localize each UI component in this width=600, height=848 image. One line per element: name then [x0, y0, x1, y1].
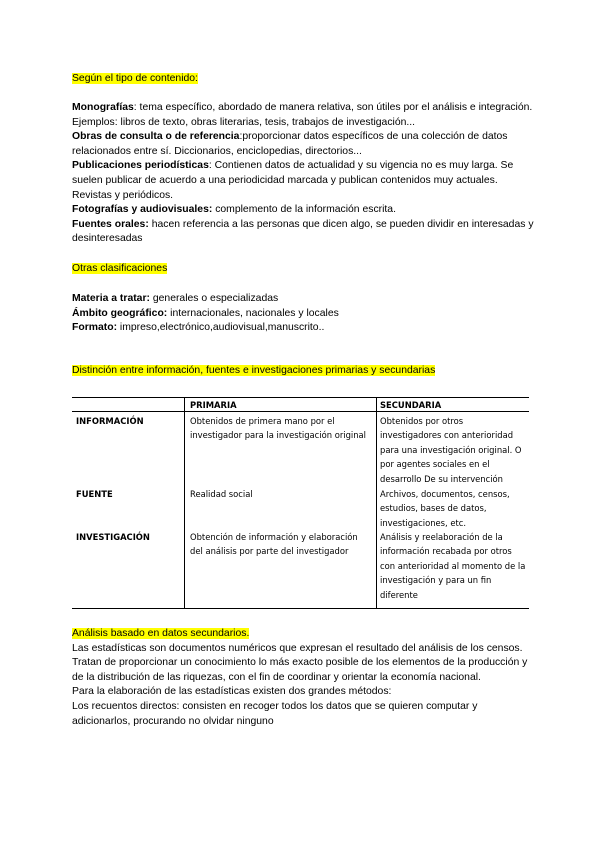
heading-text: Distinción entre información, fuentes e investigaciones primarias y secundarias	[72, 365, 436, 376]
list-item	[72, 203, 534, 218]
heading-text: Otras clasificaciones	[72, 263, 168, 274]
term: Materia a tratar:	[72, 293, 150, 304]
row-label-informacion: INFORMACIÓN	[76, 416, 144, 426]
term: Fuentes orales:	[72, 218, 149, 230]
heading-text: Según el tipo de contenido:	[72, 73, 198, 84]
cell-investigacion-secundaria: Análisis y reelaboración de la información recabada por otros con anterioridad al momento de la investigación y para un fin diferente	[380, 532, 526, 600]
definition: hacen referencia a las personas que dicen algo, se pueden dividir en interesadas y desinteresadas	[72, 218, 534, 245]
list-item	[72, 130, 534, 159]
paragraph: Los recuentos directos: consisten en recoger todos los datos que se quieren computar y adicionarlos, procurando no olvidar ninguno	[72, 700, 478, 727]
definition: internacionales, nacionales y locales	[167, 307, 339, 319]
section-heading-contenido	[72, 72, 534, 87]
table-header-border	[72, 411, 529, 412]
definition: : Contienen datos de actualidad y su vigencia no es muy larga. Se suelen publicar de acuerdo a una periodicidad marcada y publican contenidos muy actuales. Revistas y periódicos.	[72, 160, 514, 201]
definition: generales o especializadas	[149, 293, 279, 304]
definition: impreso,electrónico,audiovisual,manuscrito..	[117, 322, 325, 334]
list-item	[72, 292, 534, 307]
term: Formato:	[72, 322, 118, 334]
section-heading-distincion	[72, 364, 534, 379]
list-item	[72, 307, 534, 322]
other-classifications-list	[72, 292, 534, 336]
comparison-table	[72, 397, 529, 609]
term: Obras de consulta o de referencia	[72, 131, 240, 143]
term: Fotografías y audiovisuales:	[72, 204, 213, 216]
content-types-list	[72, 101, 534, 247]
definition: :proporcionar datos específicos de una colección de datos relacionados entre sí. Diccionarios, enciclopedias, directorios...	[72, 131, 508, 157]
cell-informacion-secundaria: Obtenidos por otros investigadores con anterioridad para una investigación original. O por agentes sociales en el desarrollo De su intervención	[380, 416, 522, 484]
header-primaria: PRIMARIA	[190, 400, 237, 410]
cell-fuente-secundaria: Archivos, documentos, censos, estudios, bases de datos, investigaciones, etc.	[380, 489, 510, 528]
list-item	[72, 159, 534, 203]
cell-fuente-primaria: Realidad social	[190, 489, 253, 499]
paragraph: Para la elaboración de las estadísticas existen dos grandes métodos:	[72, 686, 392, 698]
definition: : tema específico, abordado de manera relativa, son útiles por el análisis e integración. Ejemplos: libros de texto, obras literarias, tesis, trabajos de investigación...	[72, 102, 533, 128]
row-label-fuente: FUENTE	[76, 489, 113, 499]
list-item	[72, 101, 534, 130]
paragraph: Las estadísticas son documentos numéricos que expresan el resultado del análisis de los censos. Tratan de proporcionar un conocimiento lo más exacto posible de los elementos de la producción y de la distribución de las riquezas, con el fin de coordinar y orientar la economía nacional.	[72, 642, 528, 683]
column-divider	[184, 397, 185, 609]
cell-investigacion-primaria: Obtención de información y elaboración del análisis por parte del investigador	[190, 532, 358, 557]
term: Ámbito geográfico:	[72, 307, 168, 319]
list-item	[72, 321, 534, 336]
section-4	[72, 627, 534, 729]
column-divider	[376, 397, 377, 609]
definition: complemento de la información escrita.	[212, 204, 396, 216]
row-label-investigacion: INVESTIGACIÓN	[76, 532, 150, 542]
term: Publicaciones periodísticas	[72, 160, 209, 172]
term: Monografías	[72, 102, 134, 113]
table-bottom-border	[72, 608, 529, 609]
section-heading-otras	[72, 262, 534, 277]
list-item	[72, 218, 534, 247]
cell-informacion-primaria: Obtenidos de primera mano por el investigador para la investigación original	[190, 416, 367, 441]
table-top-border	[72, 397, 529, 398]
header-secundaria: SECUNDARIA	[380, 400, 442, 410]
heading-text: Análisis basado en datos secundarios.	[72, 628, 250, 639]
section-heading-analisis	[72, 627, 534, 642]
